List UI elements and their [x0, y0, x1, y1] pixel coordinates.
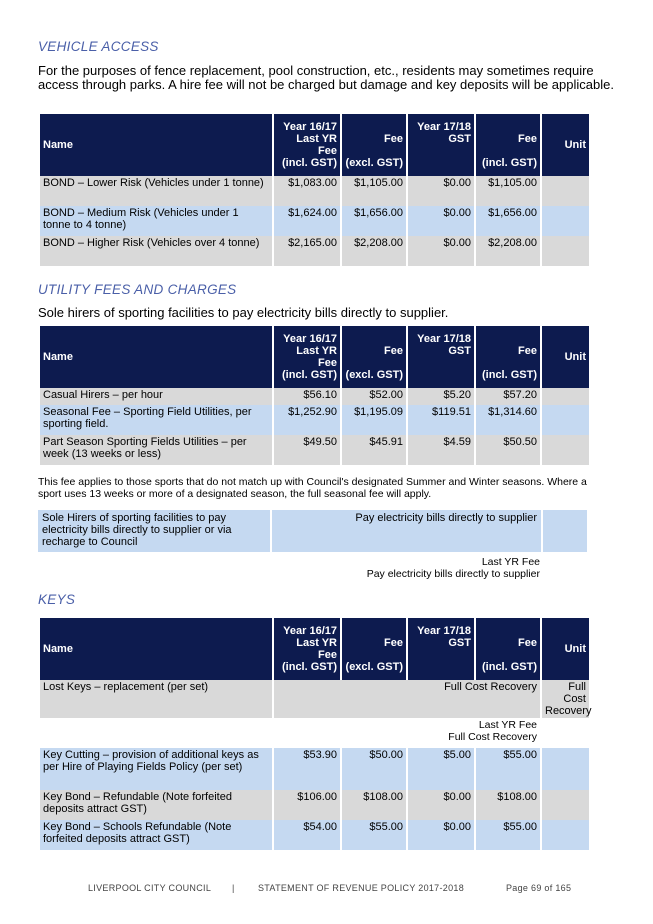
last-yr-label: Last YR Fee — [481, 556, 540, 568]
footer-separator: | — [232, 883, 235, 893]
row-last-yr: $106.00 — [274, 790, 340, 820]
row-gst: $0.00 — [408, 820, 474, 850]
row-name: Part Season Sporting Fields Utilities – per week (13 weeks or less) — [40, 435, 272, 465]
keys-table — [38, 618, 591, 850]
header-last-yr: Year 16/17 Last YR Fee (incl. GST) — [274, 326, 340, 388]
vehicle-access-intro: For the purposes of fence replacement, pool construction, etc., residents may sometimes require access through parks. A hire fee will not be charged but damage and key deposits will be applicable. — [38, 63, 614, 92]
row-fee-excl: $108.00 — [342, 790, 406, 820]
row-fee-excl: $52.00 — [342, 388, 406, 405]
header-fee-incl: Fee (incl. GST) — [476, 114, 540, 176]
row-gst: $5.00 — [408, 748, 474, 790]
row-gst: $0.00 — [408, 236, 474, 266]
row-fee-incl: $2,208.00 — [476, 236, 540, 266]
table-row — [40, 718, 589, 748]
header-fee-excl: Fee (excl. GST) — [342, 326, 406, 388]
lost-keys-last-yr: Last YR Fee Full Cost Recovery — [274, 718, 540, 748]
row-fee: Full Cost Recovery — [274, 680, 540, 718]
row-fee-excl: $55.00 — [342, 820, 406, 850]
row-unit — [542, 790, 589, 820]
row-fee-incl: $50.50 — [476, 435, 540, 465]
row-fee-incl: $108.00 — [476, 790, 540, 820]
row-unit — [542, 405, 589, 435]
row-fee-excl: $1,656.00 — [342, 206, 406, 236]
row-name: Casual Hirers – per hour — [40, 388, 272, 405]
row-name: Key Cutting – provision of additional keys as per Hire of Playing Fields Policy (per set) — [40, 748, 272, 790]
row-fee-excl: $45.91 — [342, 435, 406, 465]
row-unit — [542, 748, 589, 790]
utility-fees-intro: Sole hirers of sporting facilities to pay electricity bills directly to supplier. — [38, 305, 449, 320]
table-header-row — [40, 618, 589, 680]
header-unit: Unit — [542, 114, 589, 176]
row-unit — [542, 820, 589, 850]
table-row — [40, 405, 589, 435]
header-name: Name — [40, 114, 272, 176]
row-name: Seasonal Fee – Sporting Field Utilities, per sporting field. — [40, 405, 272, 435]
row-name: Key Bond – Refundable (Note forfeited deposits attract GST) — [40, 790, 272, 820]
keys-heading: KEYS — [38, 592, 76, 607]
row-unit — [542, 388, 589, 405]
row-gst: $0.00 — [408, 790, 474, 820]
row-last-yr: $49.50 — [274, 435, 340, 465]
row-fee-incl: $1,105.00 — [476, 176, 540, 206]
footer-doc-title: STATEMENT OF REVENUE POLICY 2017-2018 — [258, 883, 465, 893]
row-fee-incl: $55.00 — [476, 748, 540, 790]
row-fee-excl: $1,195.09 — [342, 405, 406, 435]
row-name: BOND – Lower Risk (Vehicles under 1 tonne) — [40, 176, 272, 206]
table-header-row — [40, 114, 589, 176]
row-unit — [542, 236, 589, 266]
sole-hirers-unit — [543, 510, 587, 552]
row-last-yr: $54.00 — [274, 820, 340, 850]
row-last-yr: $1,083.00 — [274, 176, 340, 206]
sole-hirers-row — [38, 510, 587, 552]
table-row — [40, 680, 589, 718]
sole-hirers-last-yr — [276, 556, 540, 580]
row-fee-incl: $1,656.00 — [476, 206, 540, 236]
header-last-yr: Year 16/17 Last YR Fee (incl. GST) — [274, 618, 340, 680]
row-fee-excl: $1,105.00 — [342, 176, 406, 206]
row-gst: $4.59 — [408, 435, 474, 465]
vehicle-access-table — [38, 114, 591, 266]
row-last-yr: $53.90 — [274, 748, 340, 790]
row-last-yr: $2,165.00 — [274, 236, 340, 266]
row-fee-excl: $50.00 — [342, 748, 406, 790]
header-gst: Year 17/18 GST — [408, 114, 474, 176]
utility-fees-table — [38, 326, 591, 465]
row-fee-excl: $2,208.00 — [342, 236, 406, 266]
row-gst: $119.51 — [408, 405, 474, 435]
row-fee-incl: $1,314.60 — [476, 405, 540, 435]
seasonal-fee-note: This fee applies to those sports that do not match up with Council's designated Summer and Winter seasons. Where a sport uses 13 weeks or more of a designated season, the full seasonal fee will apply. — [38, 476, 587, 500]
row-unit: Full Cost Recovery — [542, 680, 589, 718]
row-unit — [542, 435, 589, 465]
row-fee-incl: $55.00 — [476, 820, 540, 850]
footer-page-number: Page 69 of 165 — [506, 883, 572, 893]
header-fee-incl: Fee (incl. GST) — [476, 618, 540, 680]
row-unit — [542, 176, 589, 206]
table-row — [40, 236, 589, 266]
row-last-yr: $1,624.00 — [274, 206, 340, 236]
row-name: Key Bond – Schools Refundable (Note forfeited deposits attract GST) — [40, 820, 272, 850]
table-row — [40, 820, 589, 850]
header-fee-excl: Fee (excl. GST) — [342, 114, 406, 176]
footer-org: LIVERPOOL CITY COUNCIL — [88, 883, 212, 893]
header-fee-incl: Fee (incl. GST) — [476, 326, 540, 388]
sole-hirers-name: Sole Hirers of sporting facilities to pay electricity bills directly to supplier or via recharge to Council — [38, 510, 270, 552]
table-row — [40, 206, 589, 236]
header-gst: Year 17/18 GST — [408, 618, 474, 680]
sole-hirers-value: Pay electricity bills directly to supplier — [272, 510, 541, 552]
row-unit — [542, 206, 589, 236]
row-fee-incl: $57.20 — [476, 388, 540, 405]
row-name: Lost Keys – replacement (per set) — [40, 680, 272, 718]
row-last-yr: $1,252.90 — [274, 405, 340, 435]
row-gst: $0.00 — [408, 176, 474, 206]
table-row — [40, 748, 589, 790]
header-unit: Unit — [542, 618, 589, 680]
utility-fees-heading: UTILITY FEES AND CHARGES — [38, 282, 237, 297]
header-name: Name — [40, 618, 272, 680]
header-unit: Unit — [542, 326, 589, 388]
row-name: BOND – Higher Risk (Vehicles over 4 tonne) — [40, 236, 272, 266]
table-row — [40, 435, 589, 465]
row-gst: $0.00 — [408, 206, 474, 236]
row-gst: $5.20 — [408, 388, 474, 405]
header-fee-excl: Fee (excl. GST) — [342, 618, 406, 680]
header-gst: Year 17/18 GST — [408, 326, 474, 388]
vehicle-access-heading: VEHICLE ACCESS — [38, 39, 159, 54]
table-header-row — [40, 326, 589, 388]
table-row — [40, 388, 589, 405]
header-name: Name — [40, 326, 272, 388]
row-name: BOND – Medium Risk (Vehicles under 1 tonne to 4 tonne) — [40, 206, 272, 236]
last-yr-value: Pay electricity bills directly to supplier — [366, 568, 540, 580]
row-last-yr: $56.10 — [274, 388, 340, 405]
table-row — [40, 790, 589, 820]
table-row — [40, 176, 589, 206]
header-last-yr: Year 16/17 Last YR Fee (incl. GST) — [274, 114, 340, 176]
